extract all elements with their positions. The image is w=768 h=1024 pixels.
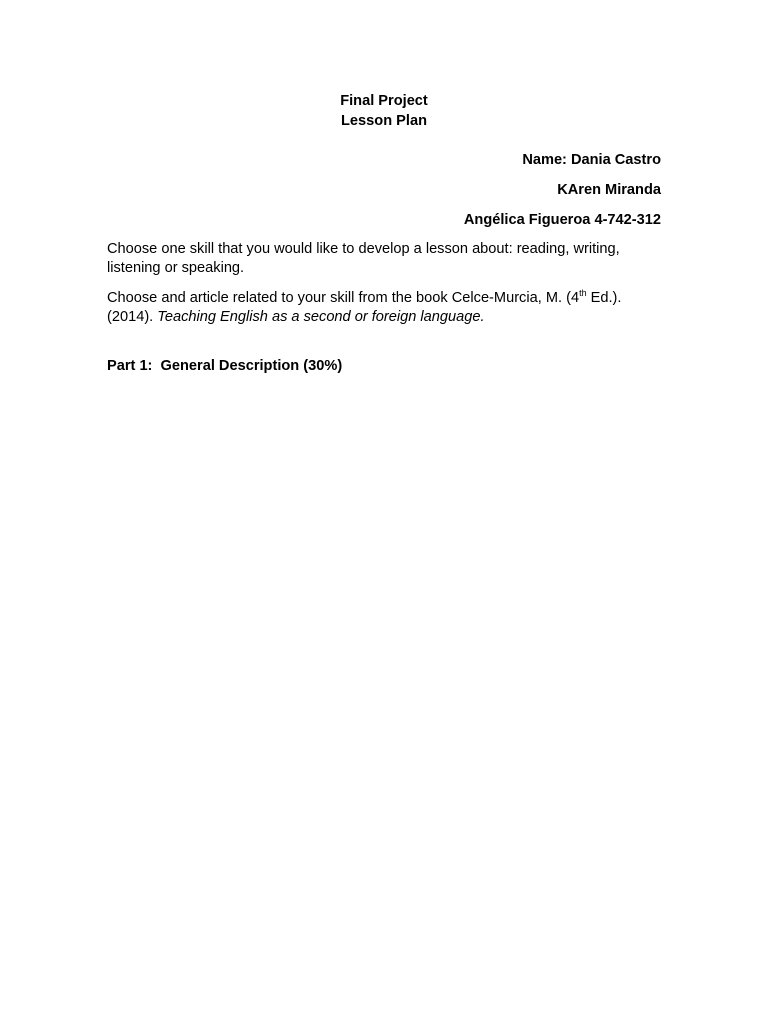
- edition-superscript: th: [579, 288, 587, 299]
- title-block: [0, 91, 768, 131]
- author-names: [107, 150, 661, 240]
- article-text-start: Choose and article related to your skill from the book Celce-Murcia, M. (4: [107, 290, 580, 306]
- book-title: Teaching English as a second or foreign language.: [157, 309, 485, 325]
- document-subtitle: Lesson Plan: [341, 113, 427, 129]
- article-text-middle: Ed.). (2014).: [107, 290, 622, 325]
- instruction-paragraph-article: [107, 289, 661, 327]
- author-name-2: KAren Miranda: [557, 182, 661, 198]
- document-title: Final Project: [340, 93, 428, 109]
- instruction-paragraph-skill: Choose one skill that you would like to develop a lesson about: reading, writing, listening or speaking.: [107, 241, 620, 276]
- part-1-heading: Part 1: General Description (30%): [107, 358, 343, 374]
- author-name-1: Name: Dania Castro: [522, 152, 661, 168]
- author-name-3: Angélica Figueroa 4-742-312: [463, 212, 661, 228]
